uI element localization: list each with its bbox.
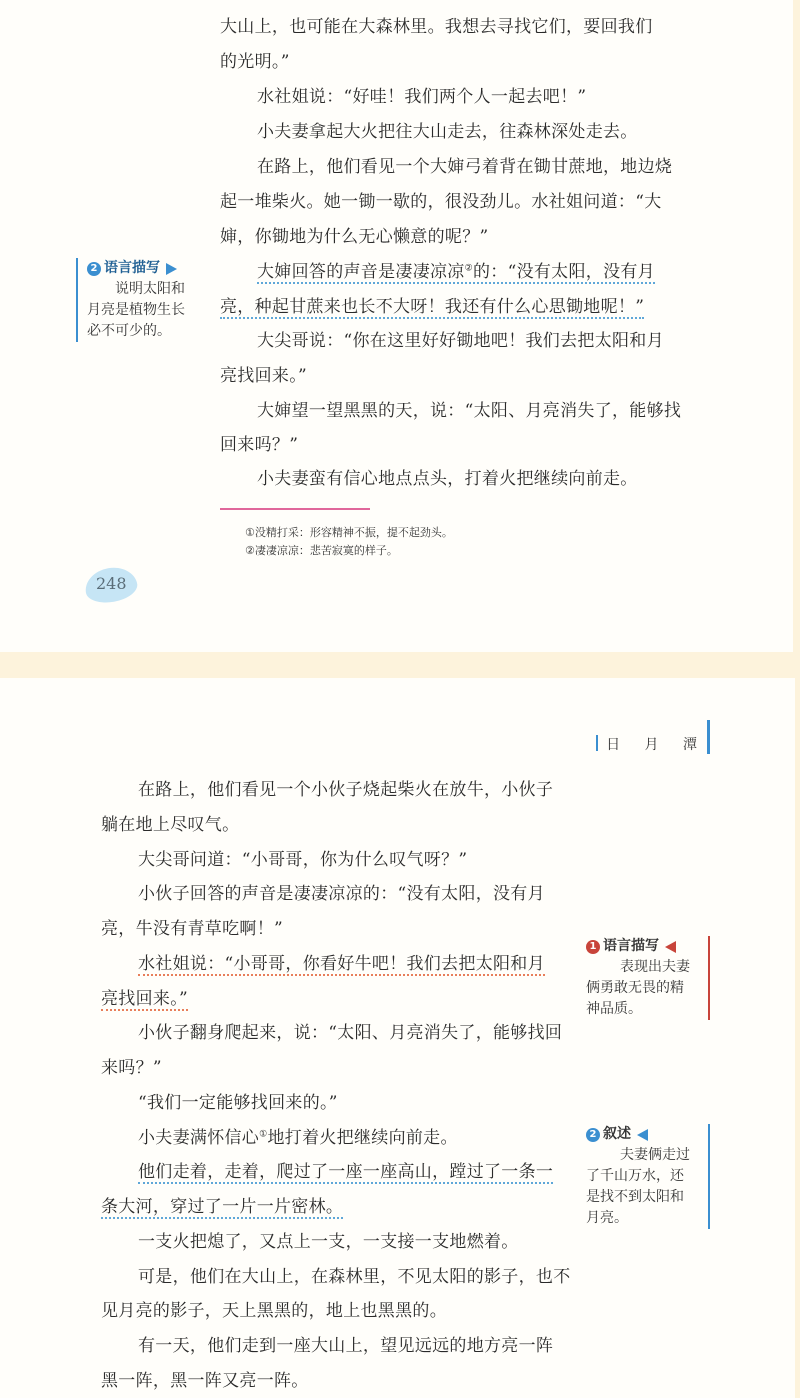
paragraph-line-annotated bbox=[101, 951, 545, 977]
footnote-ref: ② bbox=[464, 263, 473, 274]
page-number: 248 bbox=[96, 574, 127, 593]
paragraph-line: 在路上，他们看见一个大婶弓着背在锄甘蔗地，地边烧 bbox=[257, 157, 673, 177]
note-text-line: 说明太阳和 bbox=[115, 281, 185, 297]
footnote-divider bbox=[220, 508, 370, 510]
underlined-text: 大婶回答的声音是凄凄凉凉②的：“没有太阳，没有月 bbox=[257, 262, 655, 282]
margin-note-language-2 bbox=[586, 936, 710, 1020]
footnote-item: ①没精打采：形容精神不振，提不起劲头。 bbox=[245, 526, 453, 539]
paragraph-line: 大尖哥说：“你在这里好好锄地吧！我们去把太阳和月 bbox=[257, 331, 664, 351]
note-text-line: 月亮。 bbox=[586, 1210, 628, 1226]
top-page bbox=[0, 0, 793, 652]
paragraph-line: 小伙子回答的声音是凄凄凉凉的：“没有太阳，没有月 bbox=[138, 884, 545, 904]
note-header bbox=[87, 258, 204, 279]
paragraph-line-annotated bbox=[101, 1194, 343, 1220]
triangle-left-icon bbox=[665, 941, 676, 953]
paragraph-line: 婶，你锄地为什么无心懒意的呢？” bbox=[220, 227, 489, 247]
underlined-text: 条大河，穿过了一片一片密林。 bbox=[101, 1197, 344, 1217]
paragraph-line: 见月亮的影子，天上黑黑的，地上也黑黑的。 bbox=[101, 1301, 447, 1321]
note-text-line: 了千山万水，还 bbox=[586, 1168, 684, 1184]
paragraph-line: 的光明。” bbox=[220, 52, 290, 72]
underlined-text: 他们走着，走着，爬过了一座一座高山，蹚过了一条一 bbox=[138, 1162, 554, 1182]
underlined-text: 亮，种起甘蔗来也长不大呀！我还有什么心思锄地呢！” bbox=[220, 297, 645, 317]
note-number-badge: 2 bbox=[586, 1128, 600, 1142]
note-text-line: 夫妻俩走过 bbox=[620, 1147, 690, 1163]
note-text-line: 俩勇敢无畏的精 bbox=[586, 980, 684, 996]
paragraph-line: 可是，他们在大山上，在森林里，不见太阳的影子，也不 bbox=[138, 1267, 571, 1287]
chapter-header bbox=[596, 720, 710, 754]
paragraph-line: 水社姐说：“好哇！我们两个人一起去吧！” bbox=[257, 87, 587, 107]
footnote-ref: ① bbox=[259, 1129, 268, 1140]
paragraph-line: 小夫妻满怀信心①地打着火把继续向前走。 bbox=[138, 1128, 458, 1148]
margin-note-narration bbox=[586, 1124, 710, 1229]
paragraph-line: “我们一定能够找回来的。” bbox=[138, 1093, 338, 1113]
paragraph-line: 黑一阵，黑一阵又亮一阵。 bbox=[101, 1371, 309, 1391]
underlined-text: 水社姐说：“小哥哥，你看好牛吧！我们去把太阳和月 bbox=[138, 954, 545, 974]
note-number-badge: 2 bbox=[87, 262, 101, 276]
note-title: 语言描写 bbox=[603, 938, 659, 954]
note-text-line: 表现出夫妻 bbox=[620, 959, 690, 975]
paragraph-line: 来吗？” bbox=[101, 1058, 162, 1078]
paragraph-line: 一支火把熄了，又点上一支，一支接一支地燃着。 bbox=[138, 1232, 519, 1252]
note-text-line: 必不可少的。 bbox=[87, 323, 171, 339]
paragraph-line: 在路上，他们看见一个小伙子烧起柴火在放牛，小伙子 bbox=[138, 780, 554, 800]
note-text-line: 神品质。 bbox=[586, 1001, 642, 1017]
paragraph-line-annotated bbox=[220, 294, 644, 320]
chapter-bar bbox=[707, 720, 710, 754]
paragraph-line: 大尖哥问道：“小哥哥，你为什么叹气呀？” bbox=[138, 850, 468, 870]
paragraph-line: 小夫妻蛮有信心地点点头，打着火把继续向前走。 bbox=[257, 469, 638, 489]
paragraph-line: 有一天，他们走到一座大山上，望见远远的地方亮一阵 bbox=[138, 1336, 554, 1356]
note-text-line: 是找不到太阳和 bbox=[586, 1189, 684, 1205]
paragraph-line: 小夫妻拿起大火把往大山走去，往森林深处走去。 bbox=[257, 122, 638, 142]
note-title: 叙述 bbox=[603, 1126, 631, 1142]
note-text-line: 月亮是植物生长 bbox=[87, 302, 185, 318]
note-header bbox=[586, 936, 702, 957]
chapter-title: 日 月 潭 bbox=[606, 737, 707, 753]
footnote-item: ②凄凄凉凉：悲苦寂寞的样子。 bbox=[245, 544, 398, 557]
note-title: 语言描写 bbox=[104, 260, 160, 276]
paragraph-line: 大婶望一望黑黑的天，说：“太阳、月亮消失了，能够找 bbox=[257, 401, 682, 421]
margin-note-language bbox=[76, 258, 204, 342]
paragraph-line-annotated bbox=[101, 986, 188, 1012]
paragraph-line: 亮找回来。” bbox=[220, 366, 307, 386]
paragraph-line: 起一堆柴火。她一锄一歇的，很没劲儿。水社姐问道：“大 bbox=[220, 192, 662, 212]
note-header bbox=[586, 1124, 702, 1145]
footnotes bbox=[245, 524, 453, 560]
chapter-bar bbox=[596, 735, 598, 751]
note-number-badge: 1 bbox=[586, 940, 600, 954]
paragraph-line: 回来吗？” bbox=[220, 435, 299, 455]
paragraph-line: 亮，牛没有青草吃啊！” bbox=[101, 919, 283, 939]
paragraph-line: 大山上，也可能在大森林里。我想去寻找它们，要回我们 bbox=[220, 17, 653, 37]
triangle-right-icon bbox=[166, 263, 177, 275]
triangle-left-icon bbox=[637, 1129, 648, 1141]
underlined-text: 亮找回来。” bbox=[101, 989, 188, 1009]
paragraph-line-annotated bbox=[220, 259, 655, 285]
paragraph-line: 躺在地上尽叹气。 bbox=[101, 815, 240, 835]
paragraph-line-annotated bbox=[101, 1159, 553, 1185]
paragraph-line: 小伙子翻身爬起来，说：“太阳、月亮消失了，能够找回 bbox=[138, 1023, 563, 1043]
